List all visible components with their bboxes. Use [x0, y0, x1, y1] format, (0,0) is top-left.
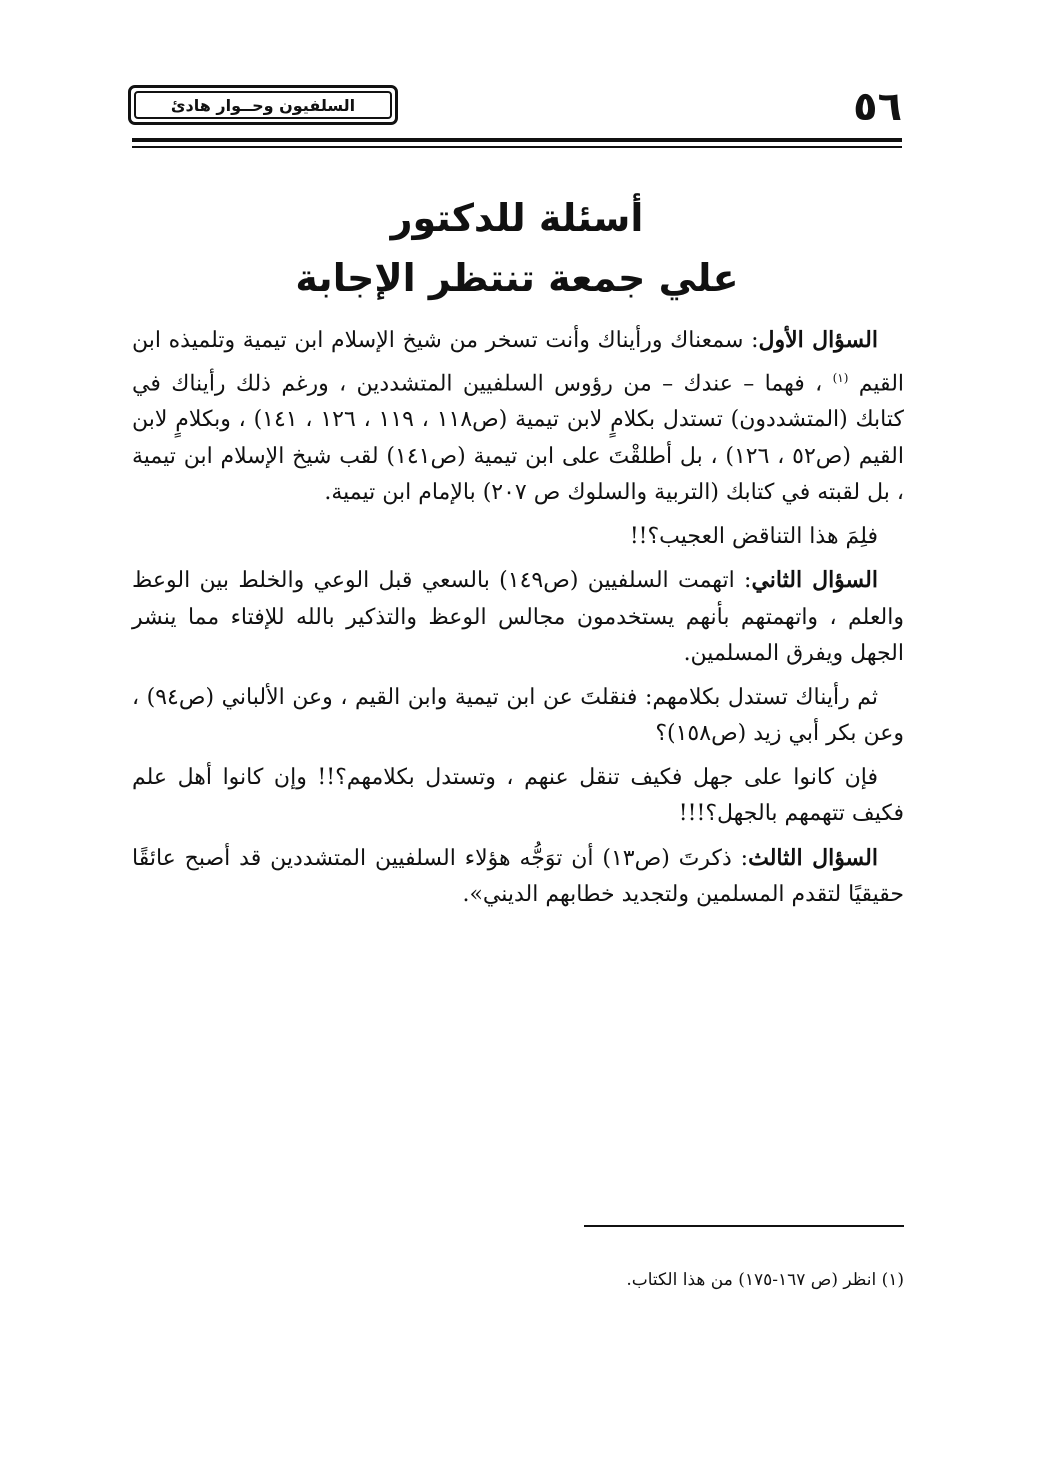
question-3-text: : ذكرتَ (ص١٣) أن توَجُّه هؤلاء السلفيين المتشددين قد أصبح عائقًا حقيقيًا لتقدم المسلمين ولتجديد خطابهم الديني».: [132, 845, 904, 908]
chapter-title-line-1: أسئلة للدكتور: [390, 196, 644, 240]
running-header-frame: [128, 85, 398, 125]
question-3-label: السؤال الثالث: [748, 844, 879, 871]
question-1-label: السؤال الأول: [758, 327, 878, 353]
chapter-title-line-2: علي جمعة تنتظر الإجابة: [295, 256, 739, 300]
running-header-title: السلفيون وحــوار هادئ: [134, 91, 392, 119]
page-number: ٥٦: [853, 84, 902, 130]
question-1-text-b: ، فهما – عندك – من رؤوس السلفيين المتشددين ، ورغم ذلك رأيناك في كتابك (المتشددون) تستدل بكلامٍ لابن تيمية (ص١١٨ ، ١١٩ ، ١٢٦ ، ١٤١) ، وبكلامٍ لابن القيم (ص٥٢ ، ١٢٦) ، بل أطلقْتَ على ابن تيمية (ص١٤١) لقب شيخ الإسلام ابن تيمية ، بل لقبته في كتابك (التربية والسلوك ص ٢٠٧) بالإمام ابن تيمية.: [132, 370, 904, 506]
chapter-title: [132, 188, 902, 308]
question-3-paragraph: [132, 840, 904, 914]
question-1-followup: فلِمَ هذا التناقض العجيب؟!!: [629, 523, 878, 549]
question-1-text-a: : سمعناك ورأيناك وأنت تسخر من شيخ الإسلام ابن تيمية وتلميذه ابن القيم: [132, 328, 905, 396]
header-rule-thin: [132, 146, 902, 148]
question-2-paragraph-2: ثم رأيناك تستدل بكلامهم: فنقلتَ عن ابن تيمية وابن القيم ، وعن الألباني (ص٩٤) ، وعن بكر أبي زيد (ص١٥٨)؟: [132, 684, 904, 747]
footnote-separator: [584, 1225, 904, 1227]
question-2-paragraph: [132, 562, 904, 673]
footnote-reference[interactable]: (١): [832, 370, 849, 385]
question-2-label: السؤال الثاني: [751, 567, 878, 594]
question-2-text: : اتهمت السلفيين (ص١٤٩) بالسعي قبل الوعي والخلط بين الوعظ والعلم ، واتهمتهم بأنهم يستخدمون مجالس الوعظ والتذكير بالله للإفتاء مما ينشر الجهل ويفرق المسلمين.: [132, 568, 904, 667]
question-2-paragraph-3: فإن كانوا على جهل فكيف تنقل عنهم ، وتستدل بكلامهم؟!! وإن كانوا أهل علم فكيف تتهمهم بالجهل؟!!!: [132, 764, 904, 827]
footnote-1: (١) انظر (ص ١٦٧-١٧٥) من هذا الكتاب.: [626, 1270, 904, 1290]
question-1-paragraph: [132, 322, 904, 512]
body-text: [132, 322, 904, 921]
header-rule-thick: [132, 138, 902, 142]
